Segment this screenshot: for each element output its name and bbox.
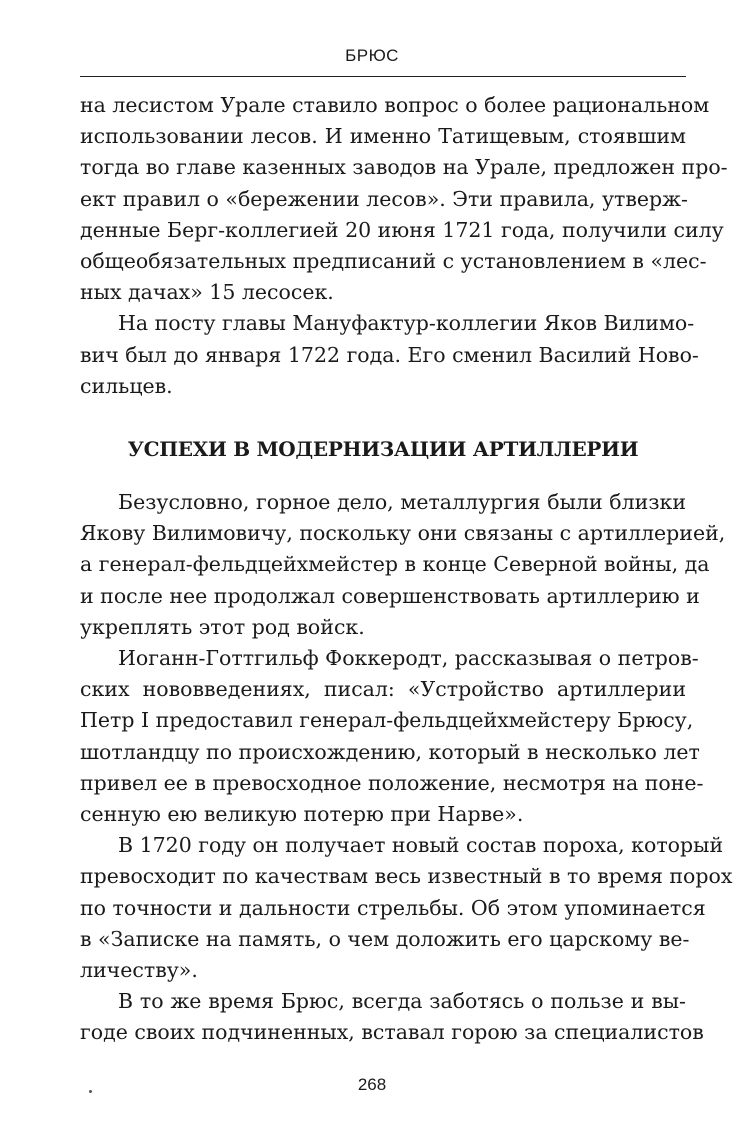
paragraph-5 bbox=[80, 830, 733, 986]
paragraph-3 bbox=[80, 487, 726, 643]
text-line: На посту главы Мануфактур-коллегии Яков Вилимо- bbox=[118, 311, 695, 336]
text-line: вич был до января 1722 года. Его сменил Василий Ново- bbox=[80, 342, 699, 367]
text-line: шотландцу по происхождению, который в несколько лет bbox=[80, 739, 700, 764]
text-line: В то же время Брюс, всегда заботясь о пользе и вы- bbox=[118, 989, 686, 1014]
text-line: личеству». bbox=[80, 958, 198, 983]
text-line: Петр I предоставил генерал-фельдцейхмейстеру Брюсу, bbox=[80, 708, 694, 733]
paragraph-2 bbox=[80, 308, 699, 402]
text-line: денные Берг-коллегией 20 июня 1721 года, получили силу bbox=[80, 217, 724, 242]
text-line: а генерал-фельдцейхмейстер в конце Северной войны, да bbox=[80, 552, 710, 577]
text-line: тогда во главе казенных заводов на Урале, предложен про- bbox=[80, 155, 728, 180]
header-rule bbox=[80, 76, 686, 77]
text-line: общеобязательных предписаний с установлением в «лес- bbox=[80, 249, 707, 274]
paragraph-4 bbox=[80, 643, 704, 830]
text-line: использовании лесов. И именно Татищевым, стоявшим bbox=[80, 124, 686, 149]
text-line: на лесистом Урале ставило вопрос о более рациональном bbox=[80, 93, 710, 117]
text-line: ских нововведениях, писал: «Устройство артиллерии bbox=[80, 677, 686, 702]
running-head: БРЮС bbox=[345, 46, 399, 65]
text-line: ект правил о «бережении лесов». Эти правила, утверж- bbox=[80, 186, 688, 211]
text-line: Безусловно, горное дело, металлургия были близки bbox=[118, 490, 686, 514]
page-number: 268 bbox=[357, 1075, 387, 1094]
text-line: годе своих подчиненных, вставал горою за специалистов bbox=[80, 1020, 704, 1045]
text-line: В 1720 году он получает новый состав пороха, который bbox=[118, 833, 724, 858]
text-line: привел ее в превосходное положение, несмотря на поне- bbox=[80, 770, 704, 795]
paragraph-6 bbox=[80, 986, 704, 1048]
text-line: превосходит по качествам весь известный в то время порох bbox=[80, 864, 733, 889]
text-line: Иоганн-Готтгильф Фоккеродт, рассказывая о петров- bbox=[118, 646, 699, 671]
text-block-top bbox=[80, 90, 728, 402]
text-line: в «Записке на память, о чем доложить его царскому ве- bbox=[80, 926, 690, 951]
text-line: ных дачах» 15 лесосек. bbox=[80, 280, 334, 305]
text-line: по точности и дальности стрельбы. Об этом упоминается bbox=[80, 895, 706, 920]
text-line: сильцев. bbox=[80, 373, 173, 398]
text-line: сенную ею великую потерю при Нарве». bbox=[80, 802, 524, 827]
text-block-bottom bbox=[80, 487, 733, 1049]
paragraph-1 bbox=[80, 90, 728, 308]
section-heading: УСПЕХИ В МОДЕРНИЗАЦИИ АРТИЛЛЕРИИ bbox=[127, 437, 639, 461]
text-line: Якову Вилимовичу, поскольку они связаны с артиллерией, bbox=[80, 521, 726, 546]
text-line: и после нее продолжал совершенствовать артиллерию и bbox=[80, 583, 700, 608]
text-line: укреплять этот род войск. bbox=[80, 614, 365, 639]
